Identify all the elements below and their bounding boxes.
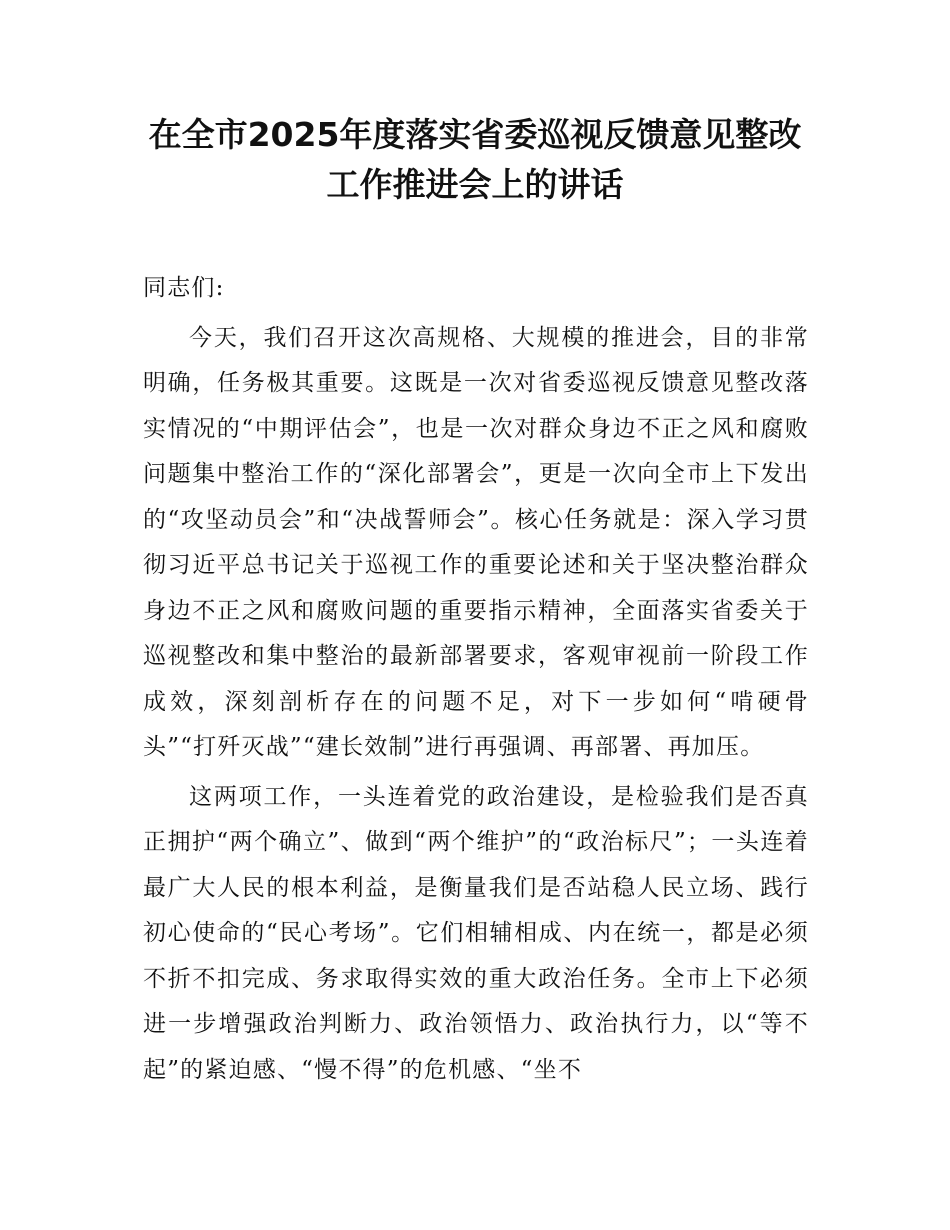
paragraph-2: 这两项工作，一头连着党的政治建设，是检验我们是否真正拥护“两个确立”、做到“两个维护”的“政治标尺”；一头连着最广大人民的根本利益，是衡量我们是否站稳人民立场、践行初心使命的“民心考场”。它们相辅相成、内在统一，都是必须不折不扣完成、务求取得实效的重大政治任务。全市上下必须进一步增强政治判断力、政治领悟力、政治执行力，以“等不起”的紧迫感、“慢不得”的危机感、“坐不: [143, 783, 809, 1083]
document-body: [143, 266, 809, 1097]
paragraph-1: 今天，我们召开这次高规格、大规模的推进会，目的非常明确，任务极其重要。这既是一次对省委巡视反馈意见整改落实情况的“中期评估会”，也是一次对群众身边不正之风和腐败问题集中整治工作的“深化部署会”，更是一次向全市上下发出的“攻坚动员会”和“决战誓师会”。核心任务就是：深入学习贯彻习近平总书记关于巡视工作的重要论述和关于坚决整治群众身边不正之风和腐败问题的重要指示精神，全面落实省委关于巡视整改和集中整治的最新部署要求，客观审视前一阶段工作成效，深刻剖析存在的问题不足，对下一步如何“啃硬骨头”“打歼灭战”“建长效制”进行再强调、再部署、再加压。: [143, 324, 809, 760]
document-title: [120, 110, 830, 210]
title-line-2: 工作推进会上的讲话: [326, 165, 624, 204]
salutation: 同志们:: [143, 275, 225, 301]
title-line-1: 在全市2025年度落实省委巡视反馈意见整改: [148, 115, 802, 154]
